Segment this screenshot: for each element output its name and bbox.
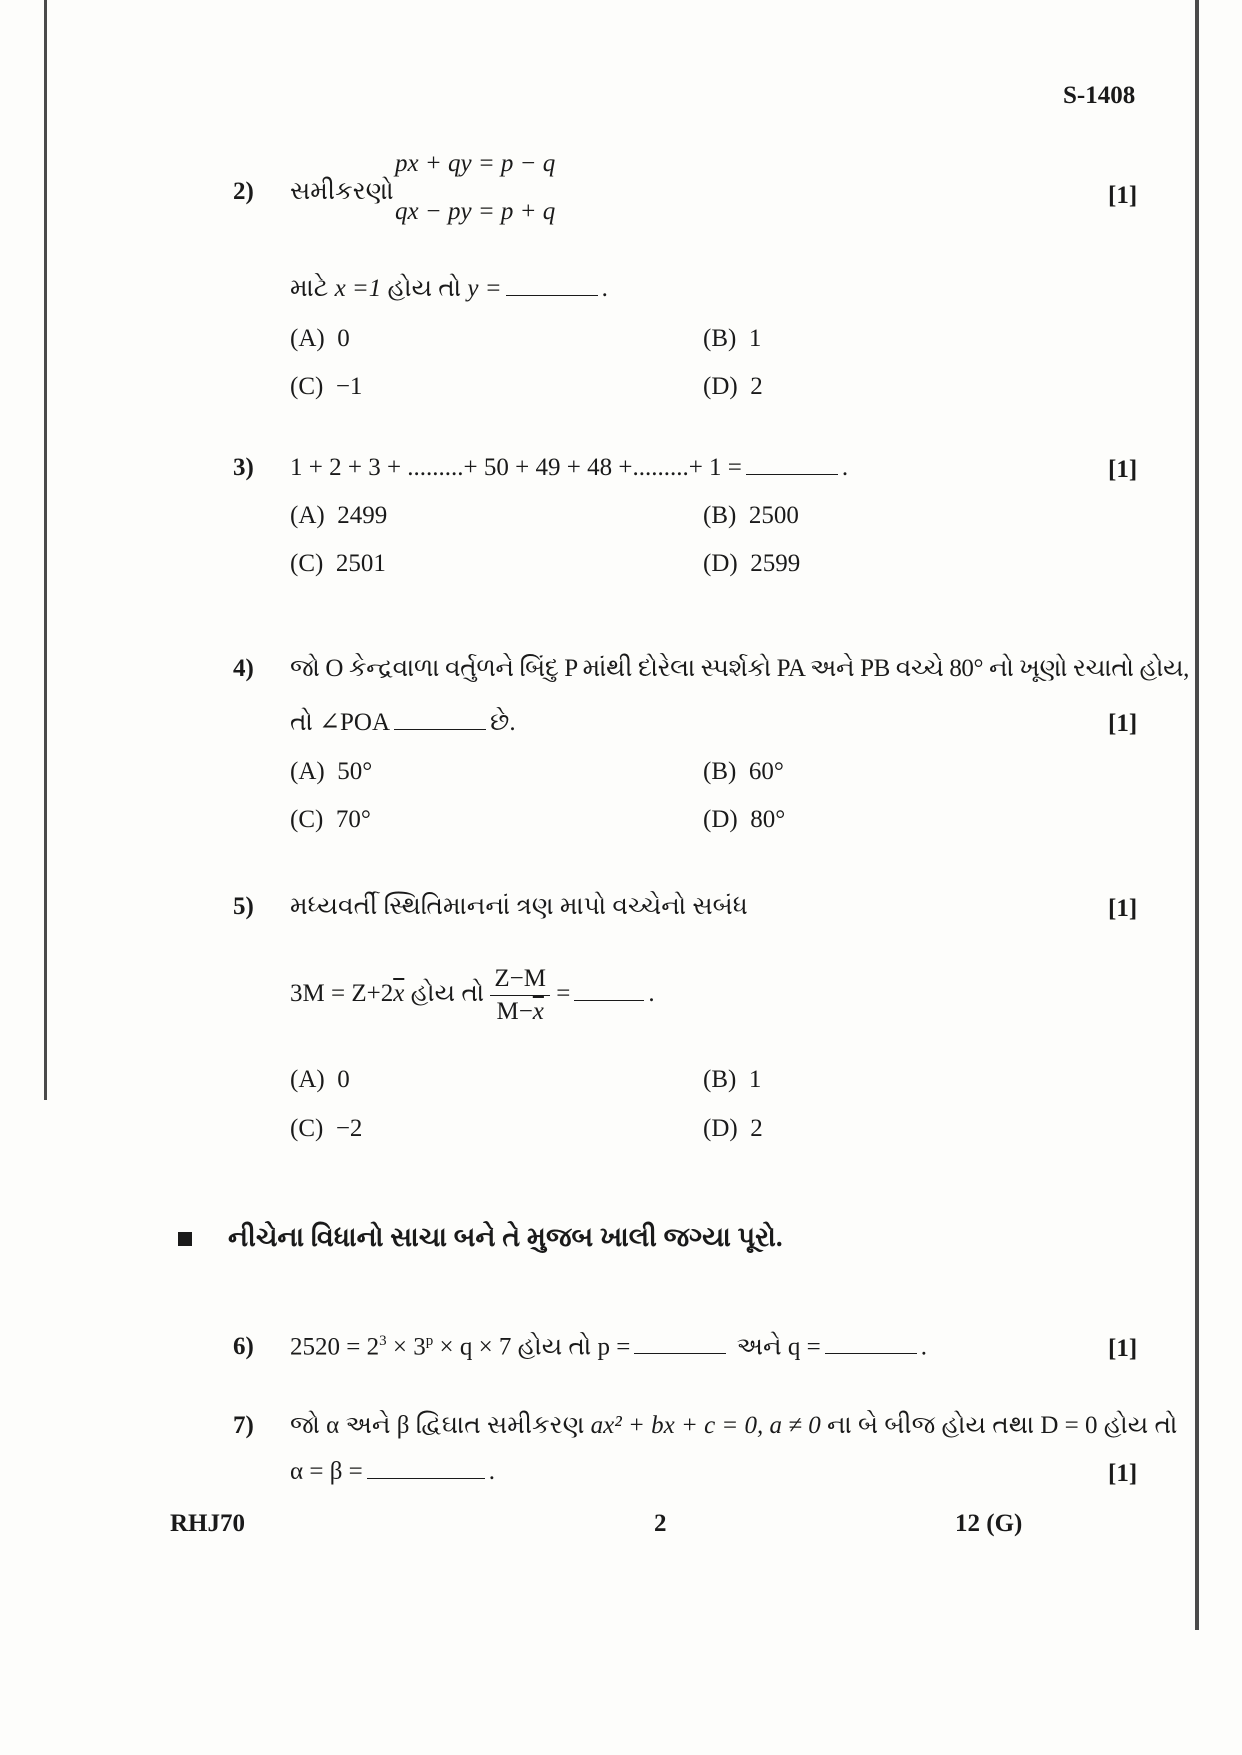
q7-line-1-end: ના બે બીજ હોય તથા D = 0 હોય તો (827, 1412, 1178, 1439)
q4-option-a (290, 758, 372, 786)
option-key: (C) (290, 1115, 324, 1142)
q6-q-blank (825, 1353, 917, 1354)
q2-question-line (290, 275, 608, 303)
option-value: 60° (748, 758, 784, 785)
option-key: (C) (290, 550, 324, 577)
q6-marks: [1] (1108, 1335, 1138, 1362)
q2-number: 2) (233, 178, 254, 205)
q4-marks: [1] (1108, 710, 1138, 737)
q2-line-var: y = (467, 275, 502, 302)
footer-set: 12 (G) (955, 1510, 1023, 1537)
q7-line-2 (290, 1458, 495, 1486)
q5-option-c (290, 1115, 362, 1143)
q7-line-1-pre: જો α અને β દ્વિઘાત સમીકરણ (290, 1412, 585, 1439)
option-value: 1 (748, 325, 762, 352)
option-key: (A) (290, 758, 325, 785)
option-key: (B) (703, 502, 737, 529)
q5-frac-den-pre: M− (496, 998, 533, 1025)
q5-answer-blank (574, 1000, 644, 1001)
q7-number: 7) (233, 1412, 254, 1439)
option-value: 70° (335, 806, 371, 833)
footer-code: RHJ70 (170, 1510, 245, 1537)
q2-line-math: x =1 (334, 275, 382, 302)
q4-option-c (290, 806, 371, 834)
option-value: 2 (750, 373, 763, 400)
q6-question-line (290, 1333, 927, 1361)
option-value: 0 (337, 1066, 350, 1093)
q5-option-b (703, 1066, 761, 1094)
q5-fraction (490, 965, 550, 1026)
q2-option-b (703, 325, 761, 353)
page-number: 2 (654, 1510, 667, 1537)
q4-line-2-end: છે. (490, 709, 516, 736)
option-key: (C) (290, 373, 324, 400)
q3-marks: [1] (1108, 456, 1138, 483)
q5-option-a (290, 1066, 350, 1094)
q4-answer-blank (394, 729, 486, 730)
section-bullet-icon (178, 1232, 192, 1246)
option-value: 2501 (335, 550, 386, 577)
section-heading: નીચેના વિધાનો સાચા બને તે મુજબ ખાલી જગ્યા પૂરો. (228, 1222, 783, 1252)
option-key: (B) (703, 325, 737, 352)
q2-line-mid: હોય તો (387, 275, 462, 302)
option-value: 1 (748, 1066, 762, 1093)
q7-line-2-end: . (488, 1458, 496, 1485)
q2-option-d (703, 373, 763, 401)
q4-line-2-pre: તો ∠POA (290, 709, 391, 736)
q5-number: 5) (233, 893, 254, 920)
q3-option-a (290, 502, 387, 530)
q6-exponent-p: p (425, 1333, 434, 1349)
q5-end: . (648, 980, 655, 1008)
q7-answer-blank (367, 1478, 485, 1479)
q5-frac-numerator: Z−M (490, 965, 550, 996)
q3-question-line (290, 454, 848, 482)
option-value: −2 (335, 1115, 363, 1142)
q6-expr-c: × q × 7 હોય તો p = (433, 1333, 631, 1361)
option-key: (B) (703, 758, 737, 785)
q3-end: . (841, 454, 849, 481)
q4-option-b (703, 758, 784, 786)
q5-cond-xbar: $\overline{x}$ (393, 980, 405, 1008)
option-value: 50° (337, 758, 373, 785)
option-value: 2499 (337, 502, 388, 529)
q2-line-pre: માટે (290, 275, 329, 302)
option-value: −1 (335, 373, 363, 400)
q2-equation-2: qx − py = p + q (395, 198, 556, 225)
q3-option-b (703, 502, 799, 530)
q2-marks: [1] (1108, 182, 1138, 209)
q5-cond-post: હોય તો (410, 980, 485, 1008)
q3-expression: 1 + 2 + 3 + .........+ 50 + 49 + 48 +.........+ 1 = (290, 454, 742, 481)
option-value: 2599 (750, 550, 801, 577)
q2-option-a (290, 325, 350, 353)
q3-option-c (290, 550, 386, 578)
q2-answer-blank (506, 295, 598, 296)
q6-exponent-3: 3 (379, 1333, 387, 1349)
q2-label: સમીકરણો (290, 178, 394, 205)
option-value: 0 (337, 325, 350, 352)
option-key: (D) (703, 1115, 738, 1142)
q3-number: 3) (233, 454, 254, 481)
q5-option-d (703, 1115, 763, 1143)
q7-marks: [1] (1108, 1460, 1138, 1487)
q5-marks: [1] (1108, 895, 1138, 922)
option-key: (A) (290, 502, 325, 529)
q2-equation-1: px + qy = p − q (395, 150, 556, 177)
q5-frac-denominator (490, 996, 550, 1026)
paper-code: S-1408 (1063, 82, 1136, 109)
q6-p-blank (634, 1353, 726, 1354)
q5-cond-pre: 3M = Z+2 (290, 980, 394, 1008)
option-key: (A) (290, 325, 325, 352)
option-key: (C) (290, 806, 324, 833)
q7-line-2-pre: α = β = (290, 1458, 363, 1485)
q4-line-2 (290, 707, 516, 737)
option-key: (D) (703, 806, 738, 833)
option-value: 2500 (748, 502, 799, 529)
q3-option-d (703, 550, 800, 578)
q2-line-end: . (601, 275, 608, 302)
scan-edge-right (1195, 0, 1199, 1630)
q5-condition (290, 965, 655, 1026)
q5-equals: = (556, 980, 571, 1008)
option-key: (D) (703, 373, 738, 400)
q6-number: 6) (233, 1333, 254, 1360)
q4-option-d (703, 806, 785, 834)
q6-mid: અને q = (736, 1333, 821, 1361)
q4-number: 4) (233, 655, 254, 682)
q2-option-c (290, 373, 362, 401)
scan-edge-left (44, 0, 47, 1100)
option-key: (A) (290, 1066, 325, 1093)
q6-end: . (920, 1333, 927, 1361)
q5-line-1: મધ્યવર્તી સ્થિતિમાનનાં ત્રણ માપો વચ્ચેનો સબંધ (290, 893, 748, 920)
option-value: 2 (750, 1115, 763, 1142)
q5-frac-den-xbar: $\overline{x}$ (532, 998, 544, 1025)
q6-expr-a: 2520 = 2 (290, 1333, 380, 1361)
option-key: (B) (703, 1066, 737, 1093)
q7-line-1 (290, 1412, 1177, 1440)
q3-answer-blank (746, 474, 838, 475)
q4-line-1: જો O કેન્દ્રવાળા વર્તુળને બિંદુ P માંથી દોરેલા સ્પર્શકો PA અને PB વચ્ચે 80° નો ખૂણો રચાતો હોય, (290, 655, 1190, 682)
q7-equation: ax² + bx + c = 0, a ≠ 0 (590, 1412, 821, 1439)
option-value: 80° (750, 806, 786, 833)
option-key: (D) (703, 550, 738, 577)
q6-expr-b: × 3 (386, 1333, 426, 1361)
